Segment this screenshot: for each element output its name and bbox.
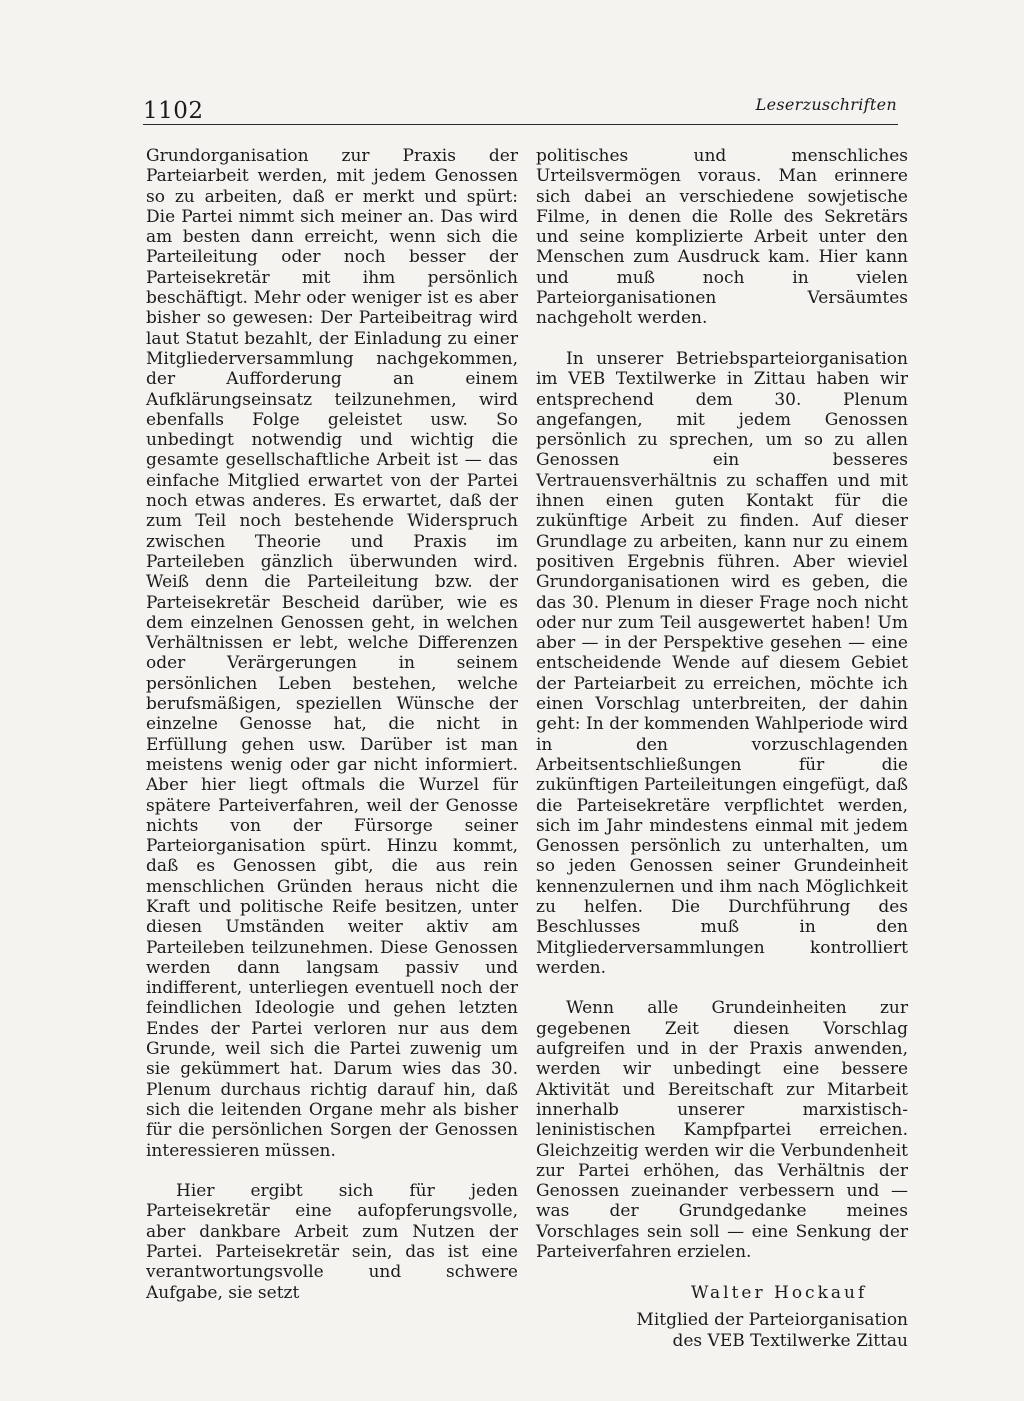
paragraph-right-2: In unserer Betriebsparteiorganisation im VEB Textilwerke in Zittau haben wir entsprechend dem 30. Plenum angefangen, mit jedem Genossen persönlich zu sprechen, um so zu allen Genossen ein besseres Vertrauensverhältnis zu schaffen und mit ihnen einen guten Kontakt für die zukünftige Arbeit zu finden. Auf dieser Grundlage zu arbeiten, kann nur zu einem positiven Ergebnis führen. Aber wieviel Grundorganisationen wird es geben, die das 30. Plenum in dieser Frage noch nicht oder nur zum Teil ausgewertet haben! Um aber — in der Perspektive gesehen — eine entscheidende Wende auf diesem Gebiet der Parteiarbeit zu erreichen, möchte ich einen Vorschlag unterbreiten, der dahin geht: In der kommenden Wahlperiode wird in den vorzuschlagenden Arbeitsentschließungen für die zukünftigen Parteileitungen eingefügt, daß die Parteisekretäre verpflichtet werden, sich im Jahr mindestens einmal mit jedem Genossen persönlich zu unterhalten, um so jeden Genossen seiner Grundeinheit kennenzulernen und ihm nach Möglichkeit zu helfen. Die Durchführung des Beschlusses muß in den Mitgliederversammlungen kontrolliert werden. — [536, 348, 908, 978]
signature-name: Walter Hockauf — [691, 1283, 868, 1304]
section-title: Leserzuschriften — [755, 95, 897, 114]
signature-role — [536, 1310, 908, 1352]
page-number: 1102 — [143, 98, 204, 124]
paragraph-right-3: Wenn alle Grundeinheiten zur gegebenen Zeit diesen Vorschlag aufgreifen und in der Praxis anwenden, werden wir unbedingt eine bessere Aktivität und Bereitschaft zur Mitarbeit innerhalb unserer marxistisch-leninistischen Kampfpartei erreichen. Gleichzeitig werden wir die Verbundenheit zur Partei erhöhen, das Verhältnis der Genossen zueinander verbessern und — was der Grundgedanke meines Vorschlages sein soll — eine Senkung der Parteiverfahren erzielen. — [536, 998, 908, 1263]
paragraph-left-1: Grundorganisation zur Praxis der Parteiarbeit werden, mit jedem Genossen so zu arbeiten, daß er merkt und spürt: Die Partei nimmt sich meiner an. Das wird am besten dann erreicht, wenn sich die Parteileitung oder noch besser der Parteisekretär mit ihm persönlich beschäftigt. Mehr oder weniger ist es aber bisher so gewesen: Der Parteibeitrag wird laut Statut bezahlt, der Einladung zu einer Mitgliederversammlung nachgekommen, der Aufforderung an einem Aufklärungseinsatz teilzunehmen, wird ebenfalls Folge geleistet usw. So unbedingt notwendig und wichtig die gesamte gesellschaftliche Arbeit ist — das einfache Mitglied erwartet von der Partei noch etwas anderes. Es erwartet, daß der zum Teil noch bestehende Widerspruch zwischen Theorie und Praxis im Parteileben gänzlich überwunden wird. Weiß denn die Parteileitung bzw. der Parteisekretär Bescheid darüber, wie es dem einzelnen Genossen geht, in welchen Verhältnissen er lebt, welche Differenzen oder Verärgerungen in seinem persönlichen Leben bestehen, welche berufsmäßigen, speziellen Wünsche der einzelne Genosse hat, die nicht in Erfüllung gehen usw. Darüber ist man meistens wenig oder gar nicht informiert. Aber hier liegt oftmals die Wurzel für spätere Parteiverfahren, weil der Genosse nichts von der Fürsorge seiner Parteiorganisation spürt. Hinzu kommt, daß es Genossen gibt, die aus rein menschlichen Gründen heraus nicht die Kraft und politische Reife besitzen, unter diesen Umständen weiter aktiv am Parteileben teilzunehmen. Diese Genossen werden dann langsam passiv und indifferent, unterliegen eventuell noch der feindlichen Ideologie und gehen letzten Endes der Partei verloren nur aus dem Grunde, weil sich die Partei zuwenig um sie gekümmert hat. Darum wies das 30. Plenum durchaus richtig darauf hin, daß sich die leitenden Organe mehr als bisher für die persönlichen Sorgen der Genossen interessieren müssen. — [146, 146, 518, 1161]
right-column — [536, 146, 908, 1352]
paragraph-right-1: politisches und menschliches Urteilsvermögen voraus. Man erinnere sich dabei an verschiedene sowjetische Filme, in denen die Rolle des Sekretärs und seine komplizierte Arbeit unter den Menschen zum Ausdruck kam. Hier kann und muß noch in vielen Parteiorganisationen Versäumtes nachgeholt werden. — [536, 146, 908, 329]
header-divider — [143, 124, 898, 125]
left-column — [146, 146, 518, 1303]
paragraph-left-2: Hier ergibt sich für jeden Parteisekretär eine aufopferungsvolle, aber dankbare Arbeit zum Nutzen der Partei. Parteisekretär sein, das ist eine verantwortungsvolle und schwere Aufgabe, sie setzt — [146, 1181, 518, 1303]
signature-role-line-2: des VEB Textilwerke Zittau — [672, 1331, 908, 1352]
signature-role-line-1: Mitglied der Parteiorganisation — [636, 1310, 908, 1331]
